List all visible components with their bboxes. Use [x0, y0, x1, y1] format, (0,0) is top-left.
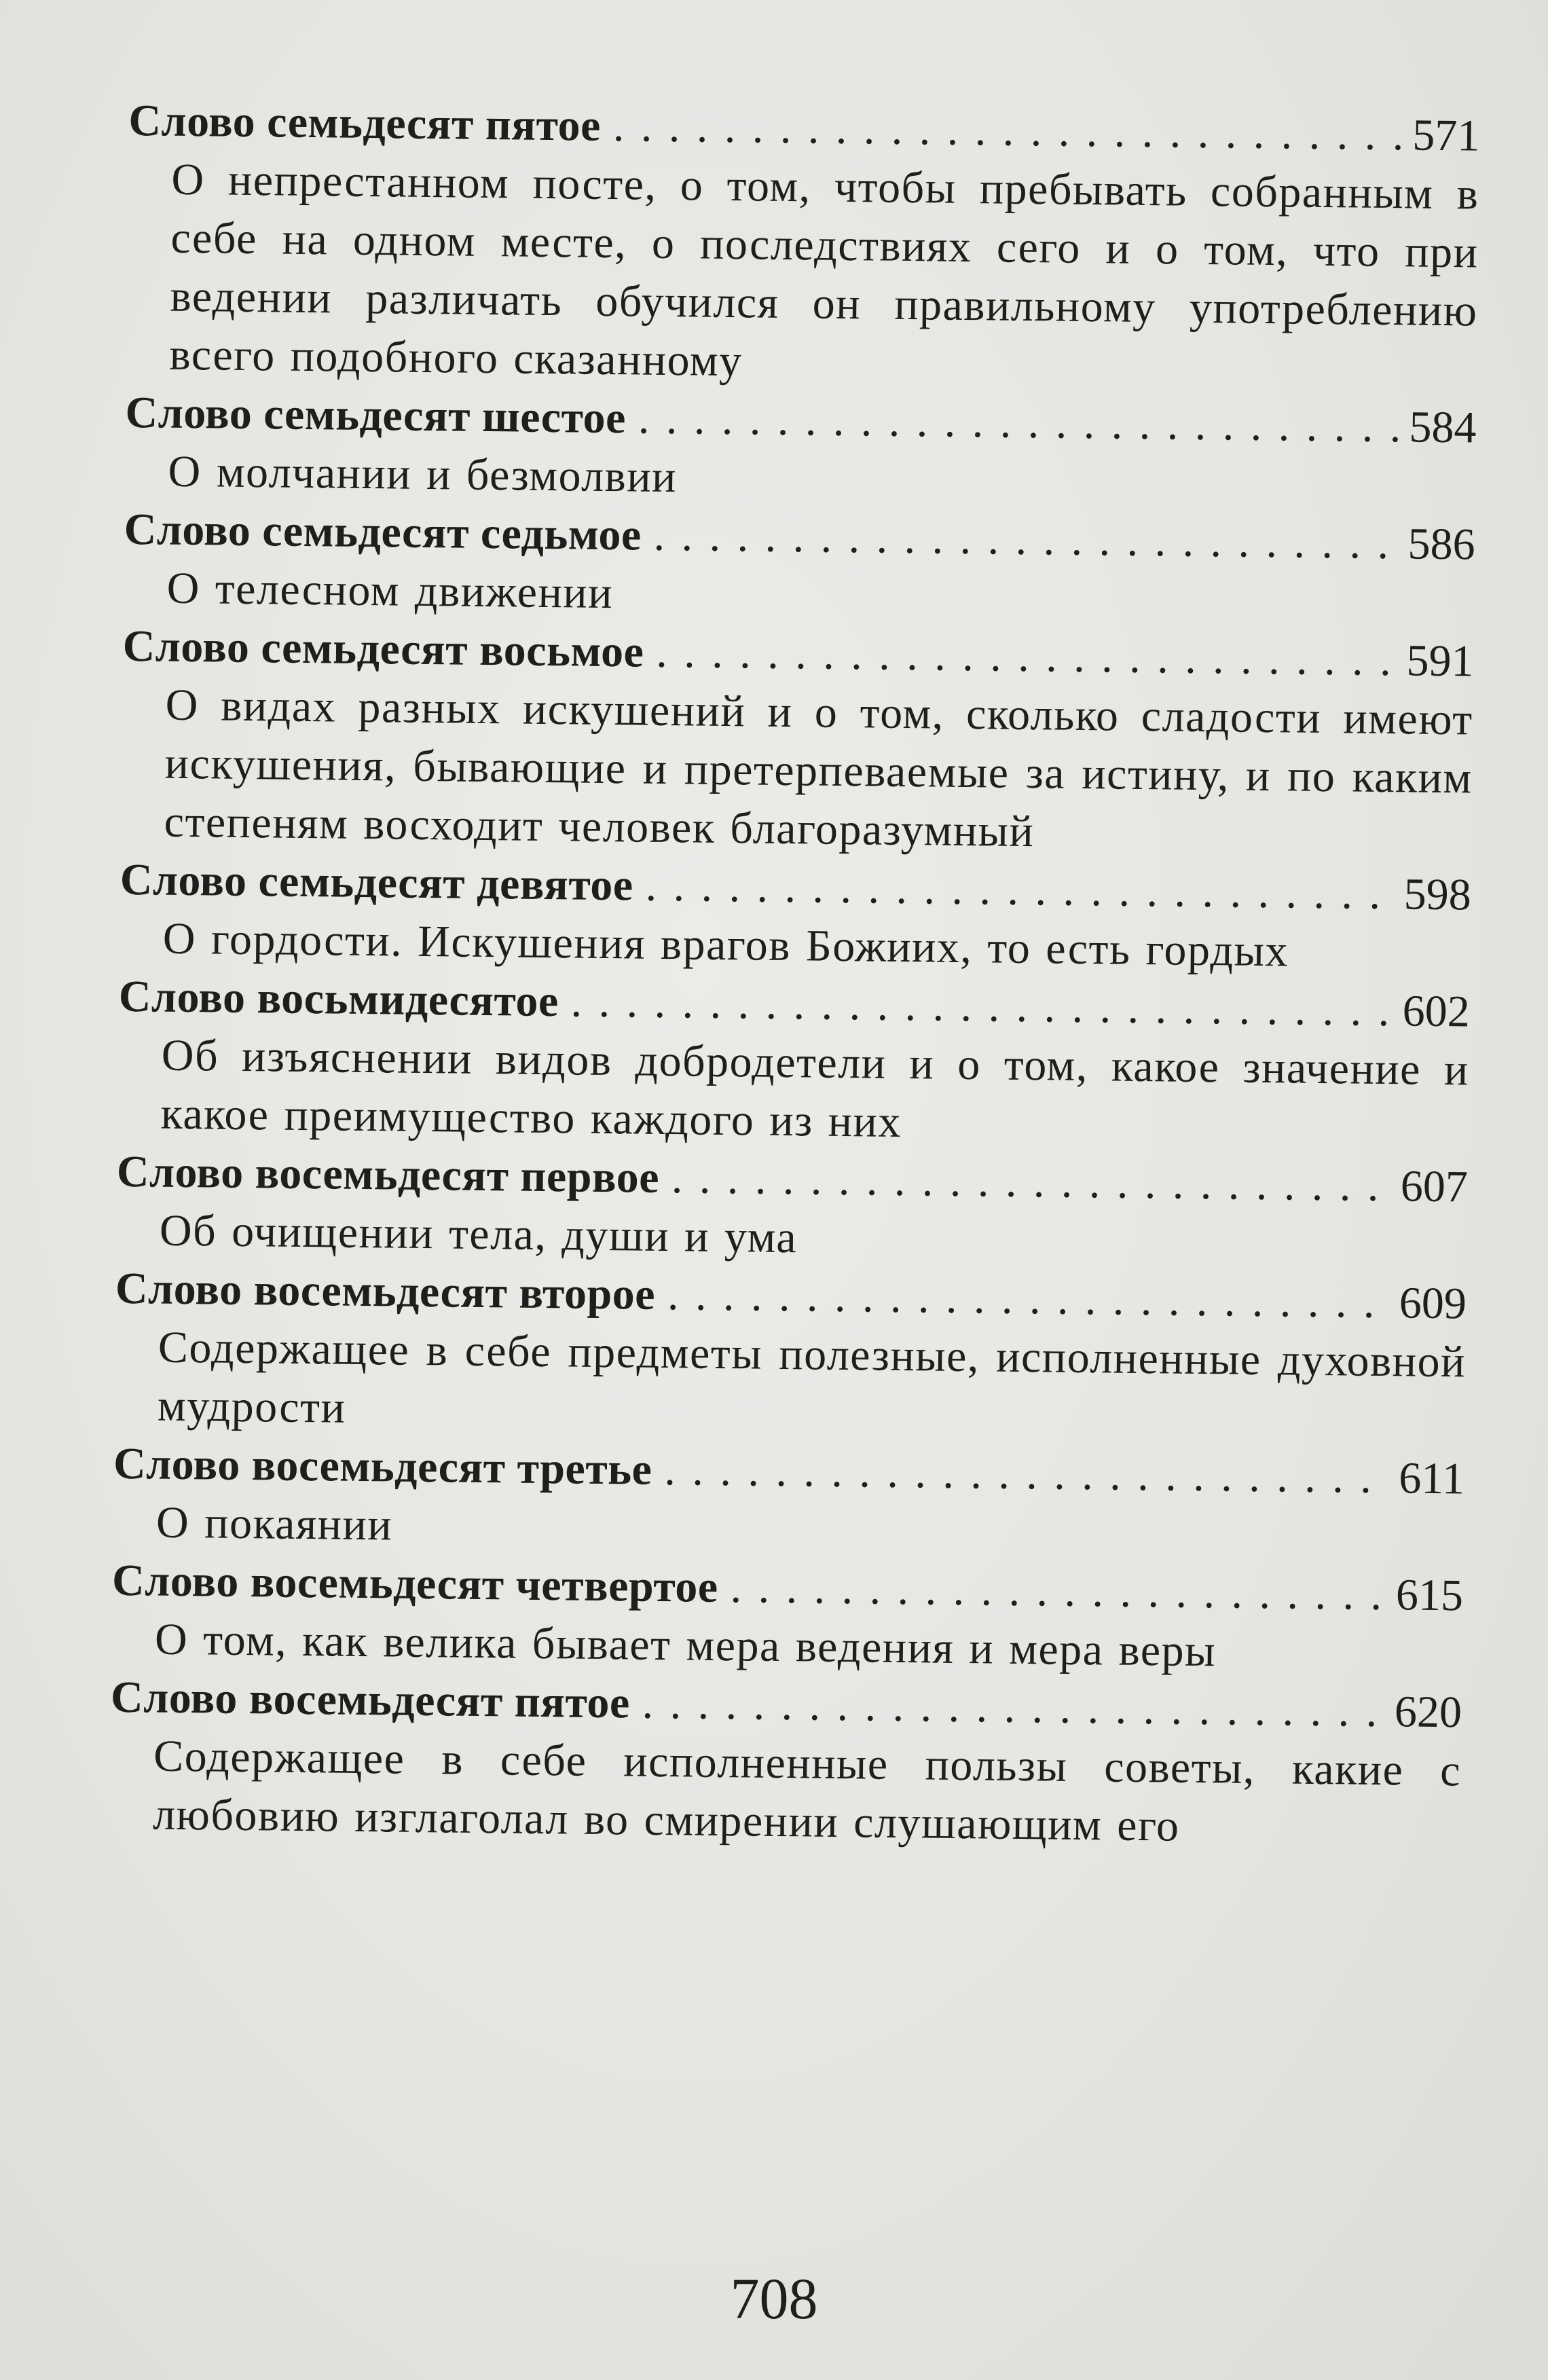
- entry-page-number: 586: [1407, 519, 1475, 570]
- dot-leader: [667, 1266, 1390, 1332]
- entry-title: Слово восемьдесят третье: [113, 1438, 652, 1495]
- toc-entry: [115, 1143, 1468, 1275]
- entry-page-number: 611: [1398, 1453, 1465, 1504]
- entry-page-number: 607: [1400, 1161, 1469, 1212]
- entry-title: Слово семьдесят девятое: [119, 854, 634, 911]
- toc-entry: [126, 92, 1480, 399]
- entry-description: О том, как велика бывает мера ведения и мера веры: [154, 1614, 1217, 1677]
- entry-description: О покаянии: [155, 1497, 393, 1550]
- entry-page-number: 584: [1409, 402, 1477, 453]
- toc-entry: [124, 384, 1477, 516]
- entry-description: Содержащее в себе предметы полезные, исполненные духовной мудрости: [157, 1322, 1467, 1433]
- toc-entry: [111, 1552, 1464, 1684]
- entry-page-number: 598: [1403, 869, 1472, 920]
- toc-entry: [117, 968, 1470, 1158]
- entry-page-number: 591: [1406, 636, 1475, 686]
- entry-description: Об очищении тела, души и ума: [159, 1205, 798, 1263]
- entry-description: О молчании и безмолвии: [168, 446, 678, 502]
- toc-entry: [120, 617, 1474, 866]
- entry-description: О видах разных искушений и о том, сколько сладости имеют искушения, бывающие и претерпеваемые за истину, и по каким степеням восходит человек благоразумный: [164, 680, 1474, 857]
- table-of-contents: [109, 92, 1480, 1859]
- dot-leader: [653, 507, 1399, 573]
- dot-leader: [638, 390, 1400, 457]
- dot-leader: [642, 1674, 1385, 1741]
- entry-title: Слово семьдесят седьмое: [124, 504, 642, 560]
- entry-description: Об изъяснении видов добродетели и о том, какое значение и какое преимущество каждого из них: [160, 1030, 1470, 1148]
- dot-leader: [612, 97, 1403, 164]
- entry-title: Слово восемьдесят четвертое: [111, 1555, 719, 1612]
- entry-title: Слово семьдесят пятое: [128, 95, 602, 151]
- entry-title: Слово восьмидесятое: [118, 971, 559, 1027]
- entry-title: Слово восемьдесят пятое: [110, 1672, 631, 1728]
- entry-page-number: 609: [1399, 1278, 1467, 1329]
- dot-leader: [570, 972, 1393, 1040]
- dot-leader: [656, 623, 1397, 690]
- toc-entry: [109, 1668, 1462, 1859]
- entry-description: Содержащее в себе исполненные пользы советы, какие с любовию изглаголал во смирении слушающим его: [152, 1731, 1462, 1851]
- entry-description: О гордости. Искушения врагов Божиих, то есть гордых: [162, 913, 1289, 976]
- dot-leader: [664, 1441, 1390, 1507]
- toc-entry: [113, 1435, 1465, 1567]
- entry-description: О телесном движении: [166, 563, 614, 619]
- dot-leader: [645, 857, 1395, 924]
- entry-page-number: 615: [1395, 1570, 1464, 1621]
- entry-title: Слово восемьдесят второе: [115, 1263, 656, 1319]
- page-number: 708: [730, 2266, 818, 2331]
- entry-description: О непрестанном посте, о том, чтобы пребывать собранным в себе на одном месте, о последствиях сего и о том, что при ведении различать обучился он правильному употреблению всего подобного сказанному: [169, 154, 1479, 386]
- entry-page-number: 620: [1394, 1687, 1462, 1738]
- toc-entry: [114, 1260, 1467, 1450]
- entry-page-number: 602: [1402, 986, 1471, 1037]
- toc-entry: [119, 851, 1471, 983]
- entry-title: Слово семьдесят шестое: [125, 387, 627, 443]
- entry-title: Слово восемьдесят первое: [116, 1146, 660, 1203]
- dot-leader: [730, 1558, 1386, 1624]
- entry-page-number: 571: [1412, 110, 1480, 161]
- entry-title: Слово семьдесят восьмое: [122, 621, 644, 677]
- dot-leader: [671, 1149, 1392, 1215]
- toc-entry: [123, 500, 1475, 633]
